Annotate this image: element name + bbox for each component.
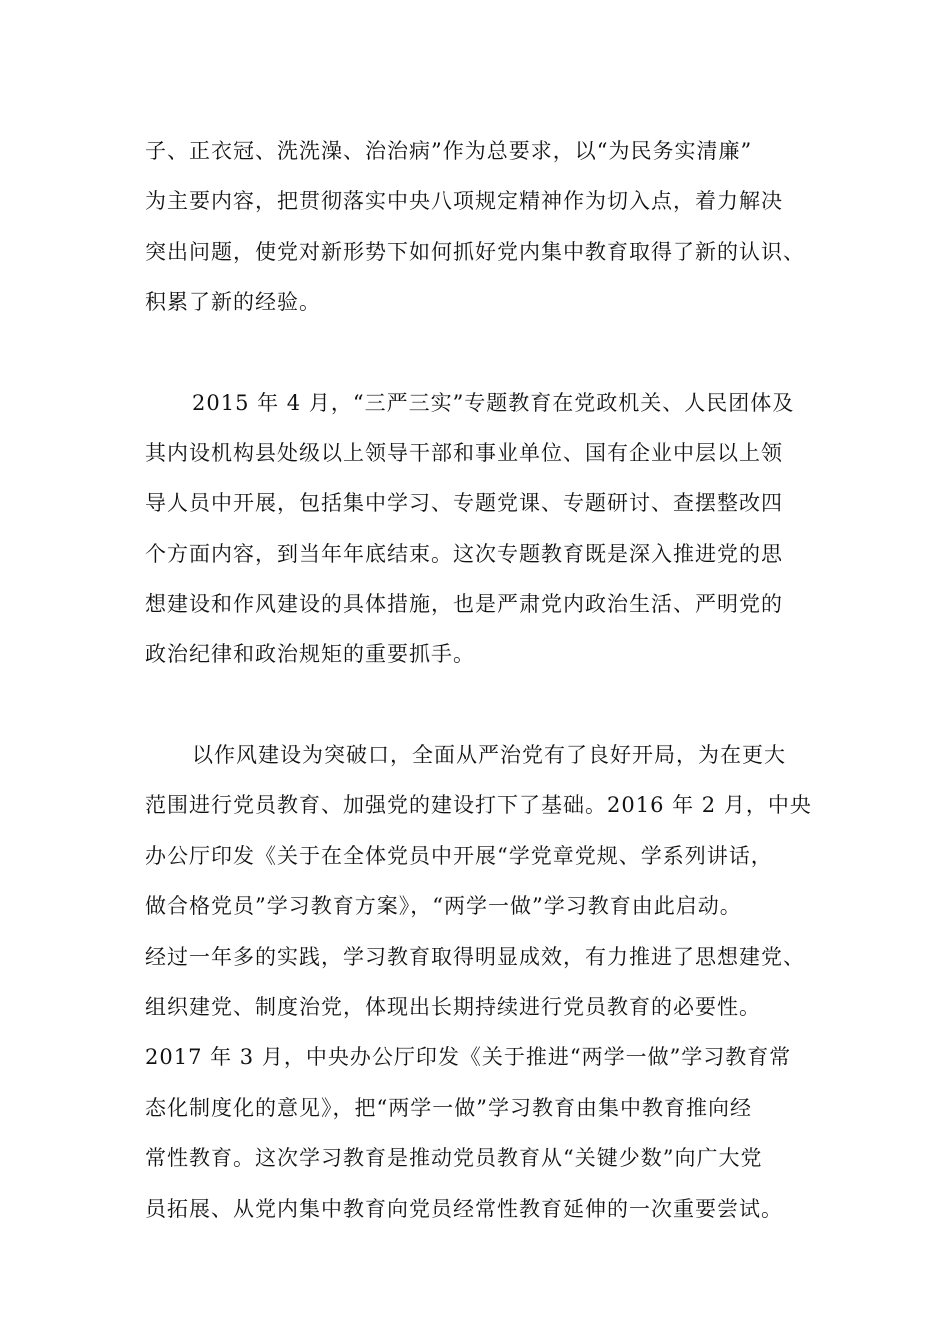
paragraph-3-line-5: 经过一年多的实践，学习教育取得明显成效，有力推进了思想建党、: [145, 945, 805, 969]
paragraph-2-line-2: 其内设机构县处级以上领导干部和事业单位、国有企业中层以上领: [145, 441, 783, 465]
paragraph-1-line-4: 积累了新的经验。: [145, 290, 321, 314]
paragraph-3-line-7: 2017 年 3 月，中央办公厅印发《关于推进“两学一做”学习教育常: [145, 1045, 792, 1069]
paragraph-1-line-1: 子、正衣冠、洗洗澡、治治病”作为总要求，以“为民务实清廉”: [145, 139, 753, 163]
paragraph-2-line-4: 个方面内容，到当年年底结束。这次专题教育既是深入推进党的思: [145, 542, 783, 566]
paragraph-2-line-6: 政治纪律和政治规矩的重要抓手。: [145, 642, 475, 666]
paragraph-3-line-3: 办公厅印发《关于在全体党员中开展“学党章党规、学系列讲话，: [145, 844, 773, 868]
paragraph-3-line-9: 常性教育。这次学习教育是推动党员教育从“关键少数”向广大党: [145, 1146, 763, 1170]
paragraph-1-line-2: 为主要内容，把贯彻落实中央八项规定精神作为切入点，着力解决: [145, 189, 783, 213]
paragraph-3-line-4: 做合格党员”学习教育方案》，“两学一做”学习教育由此启动。: [145, 894, 742, 918]
paragraph-2-line-5: 想建设和作风建设的具体措施，也是严肃党内政治生活、严明党的: [145, 592, 783, 616]
paragraph-3-line-1: 以作风建设为突破口，全面从严治党有了良好开局，为在更大: [192, 743, 786, 767]
paragraph-3-line-6: 组织建党、制度治党，体现出长期持续进行党员教育的必要性。: [145, 995, 761, 1019]
paragraph-1-line-3: 突出问题，使党对新形势下如何抓好党内集中教育取得了新的认识、: [145, 240, 805, 264]
paragraph-3-line-8: 态化制度化的意见》，把“两学一做”学习教育由集中教育推向经: [145, 1096, 752, 1120]
paragraph-2-line-3: 导人员中开展，包括集中学习、专题党课、专题研讨、查摆整改四: [145, 491, 783, 515]
paragraph-3-line-10: 员拓展、从党内集中教育向党员经常性教育延伸的一次重要尝试。: [145, 1197, 783, 1221]
paragraph-3-line-2: 范围进行党员教育、加强党的建设打下了基础。2016 年 2 月，中央: [145, 793, 812, 817]
paragraph-2-line-1: 2015 年 4 月，“三严三实”专题教育在党政机关、人民团体及: [192, 391, 795, 415]
